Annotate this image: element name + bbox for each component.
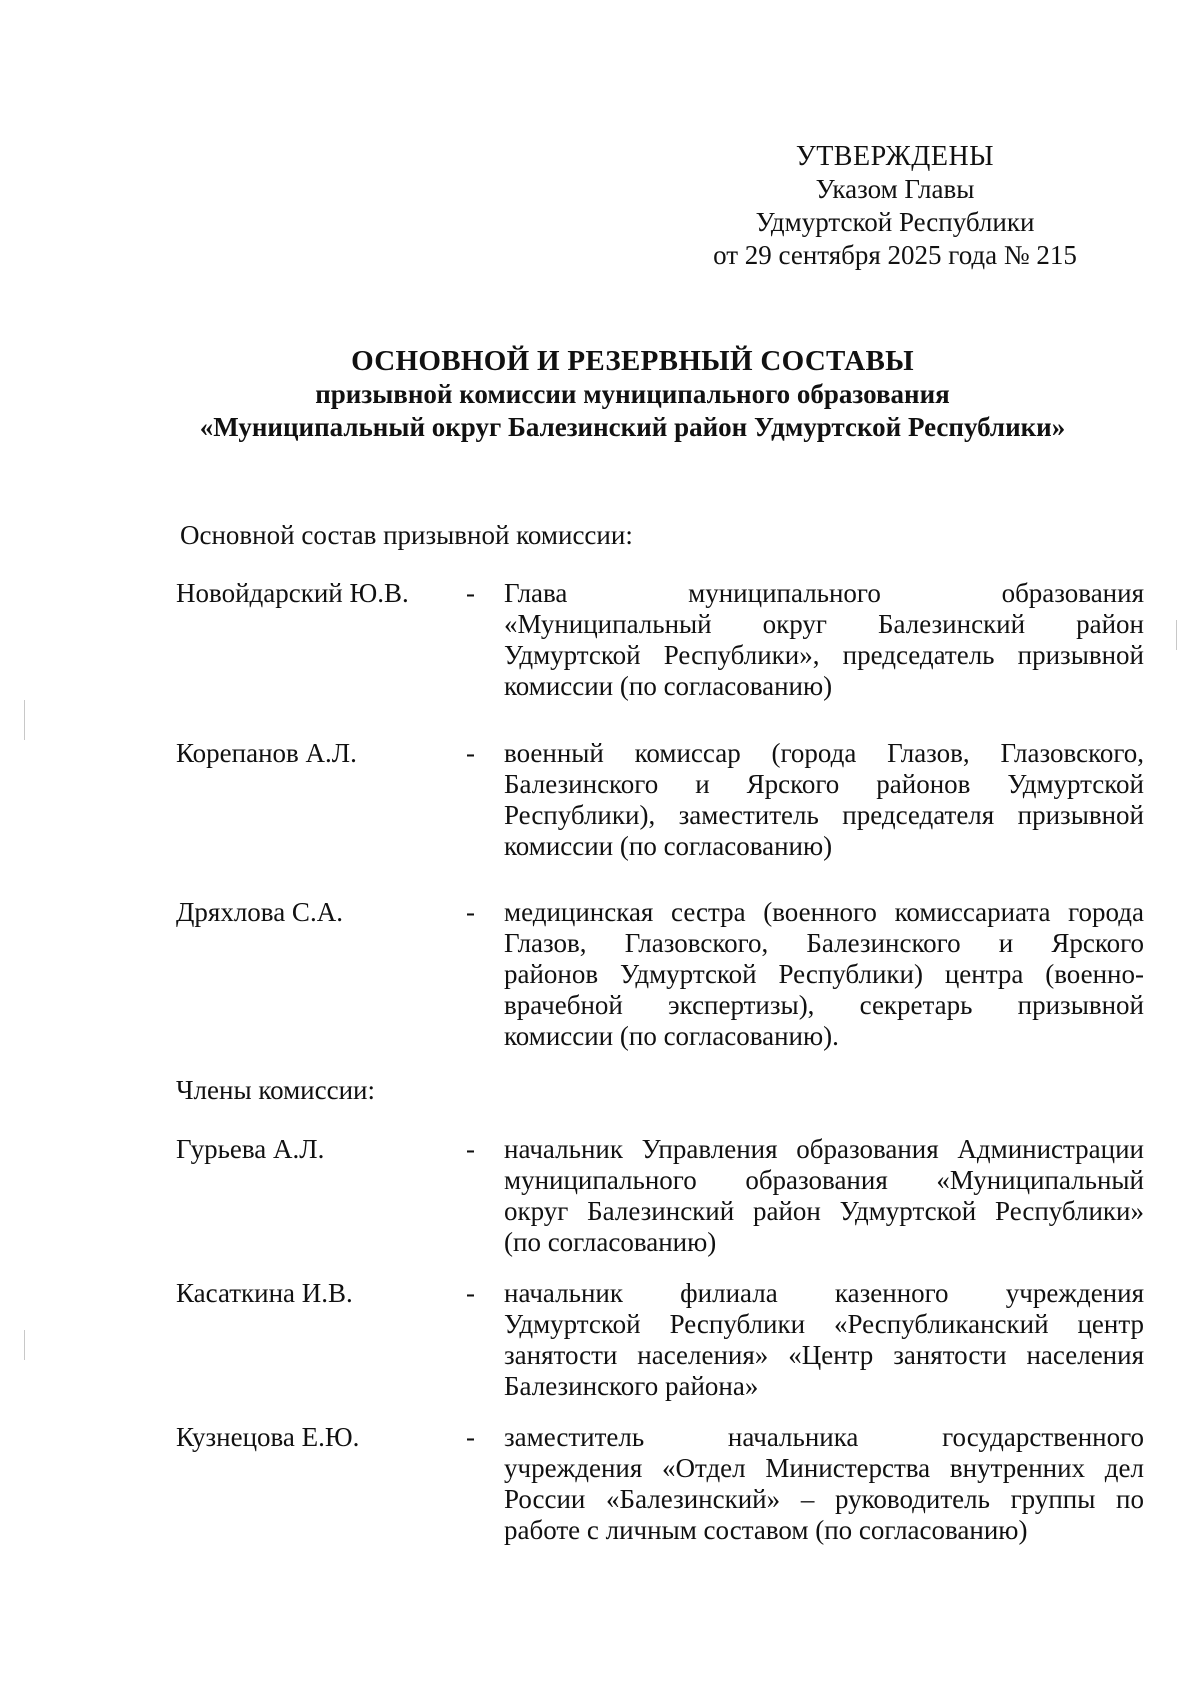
members-section-label: Члены комиссии: (176, 1075, 375, 1105)
member-name: Кузнецова Е.Ю. (176, 1422, 360, 1452)
member-dash: - (466, 578, 475, 608)
member-role-line: «Муниципальный округ Балезинский район (504, 609, 1144, 639)
member-role (504, 897, 1144, 1052)
member-role-line: муниципального образования «Муниципальный (504, 1165, 1144, 1195)
member-role (504, 1278, 1144, 1402)
member-role-line: Удмуртской Республики», председатель призывной (504, 640, 1144, 670)
approval-line-republic: Удмуртской Республики (755, 207, 1035, 237)
member-role-line: районов Удмуртской Республики) центра (военно- (504, 959, 1144, 989)
member-role (504, 1422, 1144, 1546)
member-role-line: России «Балезинский» – руководитель группы по (504, 1484, 1144, 1514)
member-name: Гурьева А.Л. (176, 1134, 325, 1164)
member-dash: - (466, 738, 475, 768)
member-role (504, 578, 1144, 702)
member-role-line: начальник филиала казенного учреждения (504, 1278, 1144, 1308)
document-subtitle-line-2: «Муниципальный округ Балезинский район Удмуртской Республики» (199, 412, 1066, 442)
member-role-line: округ Балезинский район Удмуртской Республики» (504, 1196, 1144, 1226)
approval-stamp-block (660, 140, 1130, 272)
member-role-line: (по согласованию) (504, 1227, 717, 1257)
member-dash: - (466, 897, 475, 927)
member-dash: - (466, 1278, 475, 1308)
member-role-line: комиссии (по согласованию) (504, 831, 833, 861)
member-role-line: военный комиссар (города Глазов, Глазовского, (504, 738, 1144, 768)
member-role-line: учреждения «Отдел Министерства внутренних дел (504, 1453, 1144, 1483)
member-role-line: Республики), заместитель председателя призывной (504, 800, 1144, 830)
member-name: Касаткина И.В. (176, 1278, 353, 1308)
document-subtitle-line-1: призывной комиссии муниципального образования (315, 379, 950, 409)
approval-heading: УТВЕРЖДЕНЫ (795, 141, 995, 172)
member-role-line: Балезинского района» (504, 1371, 759, 1401)
member-role-line: врачебной экспертизы), секретарь призывной (504, 990, 1144, 1020)
member-dash: - (466, 1134, 475, 1164)
member-role-line: Глава муниципального образования (504, 578, 1144, 608)
approval-line-date: от 29 сентября 2025 года № 215 (713, 240, 1077, 270)
member-role-line: Глазов, Глазовского, Балезинского и Ярского (504, 928, 1144, 958)
document-title: ОСНОВНОЙ И РЕЗЕРВНЫЙ СОСТАВЫ (351, 345, 914, 377)
scan-mark (1176, 620, 1177, 650)
member-role-line: начальник Управления образования Администрации (504, 1134, 1144, 1164)
scan-mark (24, 1330, 25, 1360)
member-role (504, 738, 1144, 862)
member-dash: - (466, 1422, 475, 1452)
member-role-line: Удмуртской Республики «Республиканский центр (504, 1309, 1144, 1339)
member-role-line: комиссии (по согласованию). (504, 1021, 839, 1051)
member-role-line: работе с личным составом (по согласованию) (504, 1515, 1028, 1545)
member-role-line: комиссии (по согласованию) (504, 671, 833, 701)
member-role-line: Балезинского и Ярского районов Удмуртской (504, 769, 1144, 799)
member-role-line: медицинская сестра (военного комиссариата города (504, 897, 1144, 927)
scan-mark (24, 700, 25, 740)
member-role-line: занятости населения» «Центр занятости населения (504, 1340, 1144, 1370)
document-title-block (150, 344, 1115, 444)
member-name: Дряхлова С.А. (176, 897, 343, 927)
approval-line-decree: Указом Главы (815, 174, 975, 204)
member-name: Новойдарский Ю.В. (176, 578, 409, 608)
member-role-line: заместитель начальника государственного (504, 1422, 1144, 1452)
main-section-label: Основной состав призывной комиссии: (180, 520, 633, 550)
member-name: Корепанов А.Л. (176, 738, 357, 768)
member-role (504, 1134, 1144, 1258)
